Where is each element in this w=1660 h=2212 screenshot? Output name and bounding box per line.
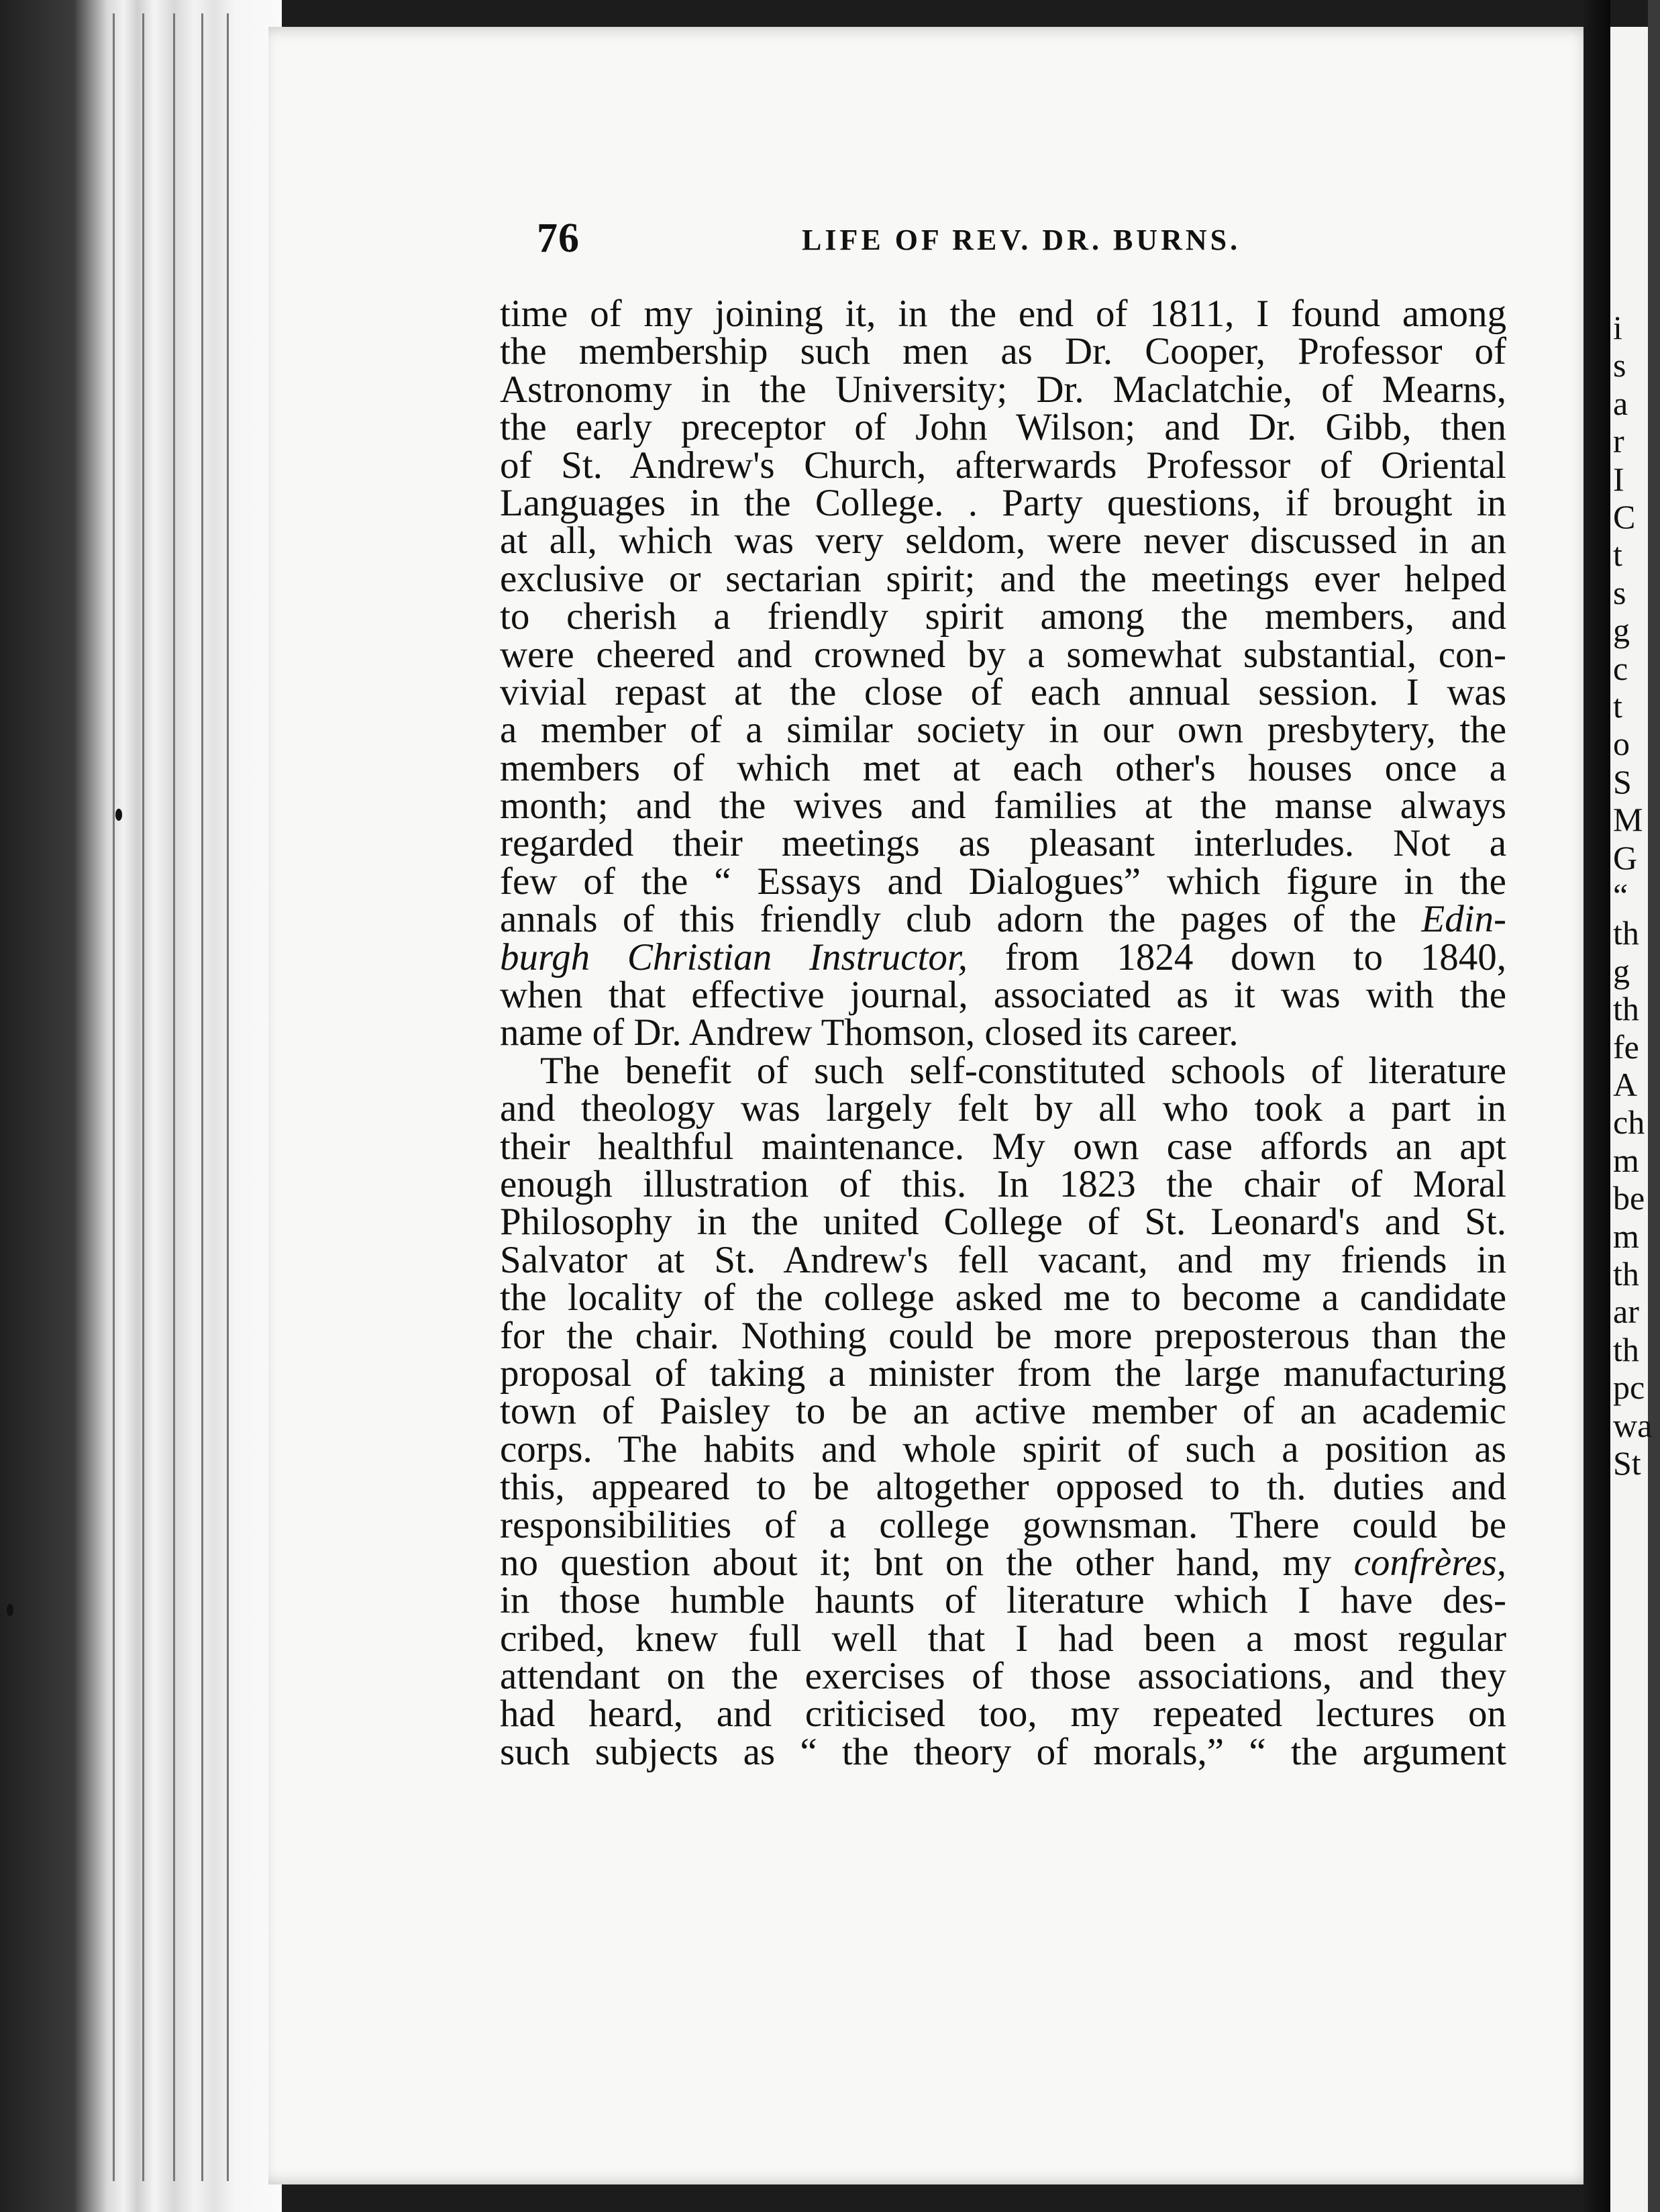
- text-line: Languages in the College. . Party questions, if brought in: [500, 481, 1506, 524]
- text-line: such subjects as “ the theory of morals,” “ the argument: [500, 1730, 1506, 1773]
- book-gutter: [1584, 0, 1610, 2212]
- text-run: no question about it; bnt on the other hand, my: [500, 1541, 1332, 1584]
- italic-title: burgh Christian Instructor,: [500, 936, 968, 978]
- text-line: the early preceptor of John Wilson; and Dr. Gibb, then: [500, 406, 1506, 449]
- text-line: [500, 1541, 1507, 1584]
- facing-page-text: t: [1613, 536, 1622, 574]
- text-line: their healthful maintenance. My own case affords an apt: [500, 1125, 1506, 1168]
- text-line: proposal of taking a minister from the large manufacturing: [500, 1352, 1506, 1395]
- facing-page-text: pc: [1613, 1368, 1645, 1407]
- facing-page-text: th: [1613, 914, 1639, 952]
- text-run: from 1824 down to 1840,: [1004, 936, 1506, 978]
- facing-page-text: wa: [1613, 1406, 1653, 1444]
- text-line: to cherish a friendly spirit among the members, and: [500, 595, 1506, 638]
- text-line: of St. Andrew's Church, afterwards Professor of Oriental: [500, 444, 1506, 487]
- facing-page-text: th: [1613, 1330, 1639, 1368]
- text-line: for the chair. Nothing could be more preposterous than the: [500, 1314, 1506, 1357]
- text-line: time of my joining it, in the end of 1811, I found among: [500, 293, 1506, 335]
- text-line: regarded their meetings as pleasant interludes. Not a: [500, 822, 1506, 865]
- running-title: LIFE OF REV. DR. BURNS.: [802, 223, 1241, 256]
- text-line: Astronomy in the University; Dr. Maclatchie, of Mearns,: [500, 368, 1506, 411]
- facing-page-text: m: [1613, 1217, 1639, 1255]
- facing-page-text: ar: [1613, 1293, 1639, 1331]
- page-edges: [0, 0, 282, 2212]
- text-line: in those humble haunts of literature which I have des-: [500, 1579, 1506, 1622]
- text-line: a member of a similar society in our own presbytery, the: [500, 709, 1506, 752]
- text-line: responsibilities of a college gownsman. There could be: [500, 1503, 1506, 1546]
- facing-page-text: o: [1613, 725, 1630, 763]
- page-edge-line: [173, 13, 175, 2181]
- body-text: [500, 295, 1506, 1771]
- facing-page-text: th: [1613, 990, 1639, 1028]
- facing-page-text: t: [1613, 687, 1622, 725]
- italic-text: Edin-: [1421, 898, 1507, 941]
- page-edge-line: [201, 13, 203, 2181]
- facing-page-text: m: [1613, 1141, 1639, 1179]
- text-line: cribed, knew full well that I had been a most regular: [500, 1617, 1506, 1660]
- facing-page-text: C: [1613, 498, 1636, 536]
- text-line: month; and the wives and families at the manse always: [500, 785, 1506, 827]
- text-line: name of Dr. Andrew Thomson, closed its career.: [500, 1011, 1239, 1054]
- facing-page-text: be: [1613, 1179, 1645, 1217]
- text-line: members of which met at each other's houses once a: [500, 746, 1506, 789]
- text-line: [500, 898, 1507, 941]
- facing-page-text: g: [1613, 952, 1630, 990]
- facing-page-text: ch: [1613, 1103, 1645, 1142]
- text-line: and theology was largely felt by all who took a part in: [500, 1087, 1506, 1130]
- page-edge-line: [227, 13, 229, 2181]
- text-line: were cheered and crowned by a somewhat substantial, con-: [500, 633, 1506, 676]
- text-line: corps. The habits and whole spirit of such a position as: [500, 1427, 1506, 1470]
- facing-page-text: I: [1613, 460, 1624, 498]
- text-line: exclusive or sectarian spirit; and the meetings ever helped: [500, 557, 1506, 600]
- running-head: [537, 215, 1557, 262]
- facing-page-text: r: [1613, 422, 1624, 460]
- facing-page-text: g: [1613, 611, 1630, 650]
- facing-page-text: M: [1613, 801, 1643, 839]
- facing-page-text: i: [1613, 309, 1622, 346]
- text-line: [500, 936, 1506, 978]
- page-edge-line: [142, 13, 144, 2181]
- text-line: at all, which was very seldom, were never discussed in an: [500, 519, 1506, 562]
- text-line: few of the “ Essays and Dialogues” which figure in the: [500, 860, 1506, 903]
- facing-page-text: s: [1613, 573, 1626, 611]
- scan-speck: [115, 809, 122, 821]
- text-line: this, appeared to be altogether opposed to th. duties and: [500, 1466, 1506, 1509]
- facing-page-fragment: [1610, 27, 1653, 2212]
- text-line: town of Paisley to be an active member of an academic: [500, 1390, 1506, 1433]
- text-line: Philosophy in the united College of St. Leonard's and St.: [500, 1201, 1506, 1244]
- text-line: enough illustration of this. In 1823 the chair of Moral: [500, 1162, 1506, 1205]
- text-line: The benefit of such self-constituted schools of literature: [540, 1049, 1506, 1092]
- text-line: the locality of the college asked me to become a candidate: [500, 1276, 1506, 1319]
- page-number: 76: [537, 215, 580, 261]
- text-line: had heard, and criticised too, my repeated lectures on: [500, 1693, 1506, 1736]
- facing-page-text: fe: [1613, 1027, 1639, 1066]
- italic-word: confrères,: [1353, 1541, 1507, 1584]
- facing-page-text: “: [1613, 876, 1628, 914]
- facing-page-text: s: [1613, 346, 1626, 385]
- facing-page-text: a: [1613, 384, 1628, 422]
- text-line: Salvator at St. Andrew's fell vacant, and my friends in: [500, 1238, 1506, 1281]
- facing-page-text: St: [1613, 1444, 1641, 1482]
- facing-page-text: th: [1613, 1255, 1639, 1293]
- facing-page-text: A: [1613, 1066, 1638, 1103]
- text-run: annals of this friendly club adorn the pages of the: [500, 898, 1397, 941]
- text-line: when that effective journal, associated as it was with the: [500, 974, 1506, 1017]
- facing-page-text: c: [1613, 649, 1628, 687]
- scan-speck: [7, 1604, 13, 1616]
- text-line: the membership such men as Dr. Cooper, Professor of: [500, 330, 1506, 373]
- facing-page-text: S: [1613, 762, 1632, 801]
- facing-page-text: G: [1613, 838, 1638, 876]
- text-line: vivial repast at the close of each annual session. I was: [500, 670, 1506, 713]
- page-edge-line: [113, 13, 115, 2181]
- text-line: attendant on the exercises of those associations, and they: [500, 1655, 1506, 1698]
